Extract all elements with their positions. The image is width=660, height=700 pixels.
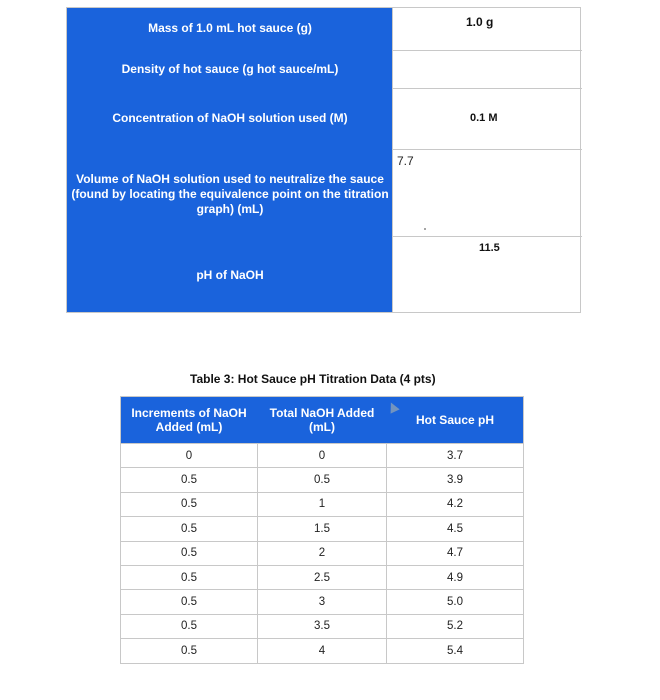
value-ph-naoh[interactable]: 11.5 bbox=[479, 242, 500, 254]
increment-cell[interactable]: 0.5 bbox=[181, 522, 197, 535]
total-cell[interactable]: 0 bbox=[257, 444, 387, 467]
row-divider bbox=[393, 50, 582, 51]
header-total: Total NaOH Added (mL) bbox=[269, 406, 375, 434]
increment-cell[interactable]: 0.5 bbox=[181, 620, 197, 633]
total-cell[interactable]: 3.5 bbox=[257, 615, 387, 638]
ph-cell[interactable]: 4.9 bbox=[447, 571, 463, 584]
titration-table bbox=[120, 396, 524, 664]
column-divider bbox=[392, 7, 393, 313]
total-cell[interactable]: 3 bbox=[257, 590, 387, 613]
table-row bbox=[121, 541, 523, 565]
ph-cell[interactable]: 5.0 bbox=[447, 596, 463, 609]
ph-cell[interactable]: 3.9 bbox=[447, 474, 463, 487]
label-density: Density of hot sauce (g hot sauce/mL) bbox=[121, 62, 339, 76]
increment-cell[interactable]: 0 bbox=[185, 449, 193, 462]
row-divider bbox=[393, 88, 582, 89]
table-row bbox=[121, 638, 523, 662]
ph-cell[interactable]: 5.4 bbox=[447, 644, 463, 657]
row-divider bbox=[393, 236, 582, 237]
total-cell[interactable]: 1.5 bbox=[257, 517, 387, 540]
label-mass: Mass of 1.0 mL hot sauce (g) bbox=[148, 21, 312, 35]
header-ph: Hot Sauce pH bbox=[415, 413, 494, 427]
value-concentration[interactable]: 0.1 M bbox=[470, 112, 498, 124]
summary-table bbox=[66, 7, 581, 313]
ph-cell[interactable]: 5.2 bbox=[447, 620, 463, 633]
table-row bbox=[121, 614, 523, 638]
increment-cell[interactable]: 0.5 bbox=[181, 547, 197, 560]
ph-cell[interactable]: 4.5 bbox=[447, 522, 463, 535]
increment-cell[interactable]: 0.5 bbox=[181, 644, 197, 657]
stray-mark bbox=[424, 228, 426, 230]
table-row bbox=[121, 443, 523, 467]
increment-cell[interactable]: 0.5 bbox=[181, 571, 197, 584]
header-increments: Increments of NaOH Added (mL) bbox=[131, 406, 247, 434]
increment-cell[interactable]: 0.5 bbox=[181, 596, 197, 609]
table-row bbox=[121, 492, 523, 516]
total-cell[interactable]: 2 bbox=[257, 542, 387, 565]
total-cell[interactable]: 4 bbox=[257, 639, 387, 662]
increment-cell[interactable]: 0.5 bbox=[181, 498, 197, 511]
table-row bbox=[121, 467, 523, 491]
label-volume: Volume of NaOH solution used to neutralize the sauce (found by locating the equivalence point on the titration graph) (mL) bbox=[71, 172, 389, 216]
ph-cell[interactable]: 4.2 bbox=[447, 498, 463, 511]
increment-cell[interactable]: 0.5 bbox=[181, 474, 197, 487]
table3-caption: Table 3: Hot Sauce pH Titration Data (4 pts) bbox=[190, 372, 436, 386]
summary-label-column bbox=[67, 8, 393, 312]
titration-body bbox=[121, 443, 523, 663]
titration-header-row bbox=[121, 397, 523, 443]
value-volume[interactable]: 7.7 bbox=[397, 154, 414, 168]
value-mass[interactable]: 1.0 g bbox=[466, 15, 494, 29]
table-row bbox=[121, 565, 523, 589]
table-row bbox=[121, 516, 523, 540]
total-cell[interactable]: 1 bbox=[257, 493, 387, 516]
ph-cell[interactable]: 4.7 bbox=[447, 547, 463, 560]
ph-cell[interactable]: 3.7 bbox=[447, 449, 463, 462]
table-row bbox=[121, 589, 523, 613]
label-concentration: Concentration of NaOH solution used (M) bbox=[112, 111, 348, 125]
total-cell[interactable]: 2.5 bbox=[257, 566, 387, 589]
total-cell[interactable]: 0.5 bbox=[257, 468, 387, 491]
label-ph-naoh: pH of NaOH bbox=[196, 268, 264, 282]
row-divider bbox=[393, 149, 582, 150]
